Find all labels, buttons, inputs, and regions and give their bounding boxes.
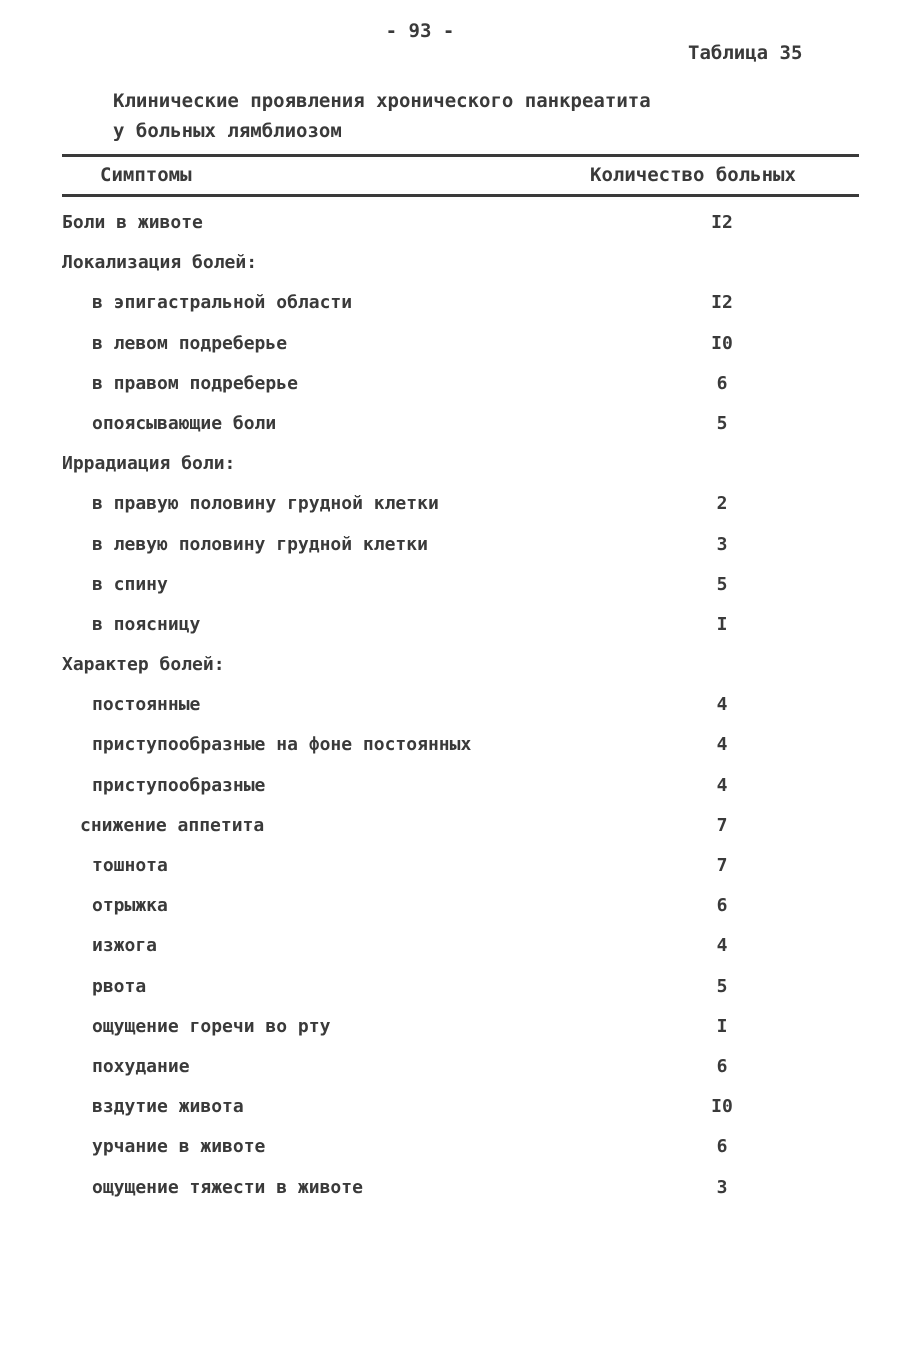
symptom-label: в правую половину грудной клетки <box>92 493 439 515</box>
table-header-rule <box>62 194 859 197</box>
symptom-label: рвота <box>92 975 147 997</box>
patient-count: 3 <box>716 1176 728 1198</box>
patient-count: 4 <box>716 694 728 716</box>
table-row <box>62 895 859 935</box>
patient-count: 3 <box>716 533 728 555</box>
patient-count: 4 <box>716 734 728 756</box>
symptom-label: Локализация болей: <box>62 252 258 274</box>
patient-count: I <box>716 613 728 635</box>
patient-count: I0 <box>711 332 733 354</box>
symptom-label: в левую половину грудной клетки <box>92 533 428 555</box>
column-header-symptoms: Симптомы <box>100 164 192 186</box>
symptom-label: отрыжка <box>92 895 168 917</box>
patient-count: 5 <box>716 412 728 434</box>
table-row <box>62 734 859 774</box>
table-row <box>62 333 859 373</box>
table-row <box>62 775 859 815</box>
symptom-label: в правом подреберье <box>92 372 298 394</box>
patient-count: 7 <box>716 855 728 876</box>
patient-count: I0 <box>711 1096 733 1118</box>
table-row <box>62 413 859 453</box>
symptom-label: в поясницу <box>92 613 201 635</box>
table-row <box>62 1177 859 1217</box>
patient-count: 5 <box>716 975 728 997</box>
table-row <box>62 534 859 574</box>
symptom-label: похудание <box>92 1055 190 1077</box>
table-row <box>62 614 859 654</box>
table-title-line-2: у больных лямблиозом <box>113 120 342 142</box>
page-number: - 93 - <box>385 20 455 42</box>
table-row <box>62 493 859 533</box>
patient-count: 4 <box>716 935 728 957</box>
table-row <box>62 574 859 614</box>
symptom-label: в спину <box>92 573 168 595</box>
table-row <box>62 1096 859 1136</box>
symptom-label: Характер болей: <box>62 654 225 676</box>
table-row <box>62 1136 859 1176</box>
table-row <box>62 252 859 292</box>
table-title <box>113 86 651 146</box>
symptom-label: в левом подреберье <box>92 332 288 354</box>
symptom-label: урчание в животе <box>92 1136 266 1158</box>
symptom-label: ощущение горечи во рту <box>92 1015 331 1037</box>
patient-count: 6 <box>716 372 728 394</box>
symptom-label: вздутие живота <box>92 1096 244 1118</box>
table-row <box>62 815 859 855</box>
symptom-label: Боли в животе <box>62 212 203 233</box>
symptom-label: изжога <box>92 935 158 957</box>
table-row <box>62 855 859 895</box>
table-title-line-1: Клинические проявления хронического панкреатита <box>113 90 651 112</box>
table-label: Таблица 35 <box>688 42 803 64</box>
symptom-label: приступообразные <box>92 774 266 796</box>
patient-count: 6 <box>716 1055 728 1077</box>
symptom-label: тошнота <box>92 855 168 876</box>
patient-count: 4 <box>716 774 728 796</box>
table-body <box>62 212 859 1217</box>
table-row <box>62 1016 859 1056</box>
table-row <box>62 292 859 332</box>
symptom-label: Иррадиация боли: <box>62 453 236 475</box>
table-row <box>62 212 859 252</box>
symptom-label: постоянные <box>92 694 201 716</box>
table-row <box>62 453 859 493</box>
table-row <box>62 373 859 413</box>
patient-count: 2 <box>716 493 728 515</box>
table-row <box>62 935 859 975</box>
patient-count: I2 <box>711 292 733 314</box>
patient-count: I <box>716 1015 728 1037</box>
symptom-label: снижение аппетита <box>80 814 265 836</box>
patient-count: 5 <box>716 573 728 595</box>
table-row <box>62 976 859 1016</box>
table-row <box>62 1056 859 1096</box>
patient-count: 7 <box>716 814 728 836</box>
table-row <box>62 694 859 734</box>
symptom-label: в эпигастральной области <box>92 292 353 314</box>
symptom-label: опоясывающие боли <box>92 412 277 434</box>
column-header-count: Количество больных <box>590 164 796 186</box>
patient-count: I2 <box>711 212 733 233</box>
symptom-label: ощущение тяжести в животе <box>92 1176 363 1198</box>
patient-count: 6 <box>716 895 728 917</box>
symptom-label: приступообразные на фоне постоянных <box>92 734 472 756</box>
table-top-rule <box>62 154 859 157</box>
table-row <box>62 654 859 694</box>
patient-count: 6 <box>716 1136 728 1158</box>
